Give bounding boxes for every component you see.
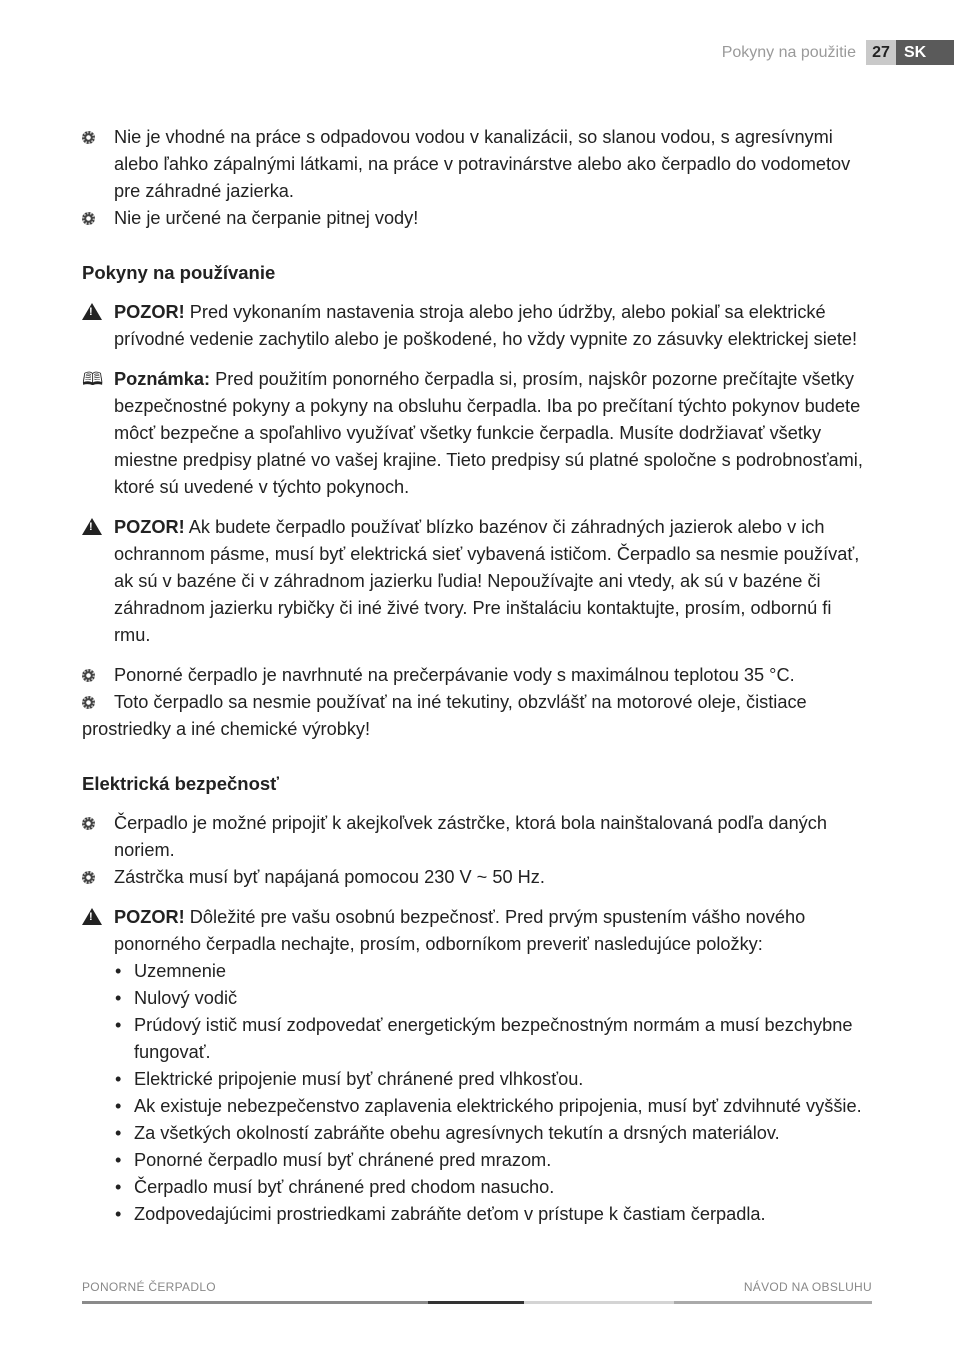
footer-rule-right — [674, 1301, 872, 1304]
checklist-item: • Za všetkých okolností zabráňte obehu agresívnych tekutín a drsných materiálov. — [115, 1123, 780, 1143]
list-item: Čerpadlo je možné pripojiť k akejkoľvek zástrčke, ktorá bola nainštalovaná podľa daných noriem. — [82, 810, 872, 864]
warning-text: Pred vykonaním nastavenia stroja alebo jeho údržby, alebo pokiaľ sa elektrické prívodné vedenie zachytilo alebo je poškodené, ho vždy vypnite zo zásuvky elektrickej siete! — [114, 302, 858, 349]
footer-product-name: PONORNÉ ČERPADLO — [82, 1280, 216, 1294]
language-tab: SK — [896, 40, 954, 65]
warning-text: Ak budete čerpadlo používať blízko bazénov či záhradných jazierok alebo v ich ochrannom pásme, musí byť elektrická sieť vybavená ističom. Čerpadlo sa nesmie používať, ak sú v bazéne či v záhradnom jazierku ľudia! Nepoužívajte ani vtedy, ak sú v bazéne či záhradnom jazierku rybičky či iné živé tvory. Pre inštaláciu kontaktujte, prosím, odbornú fi rmu. — [114, 517, 860, 645]
checklist-item: • Čerpadlo musí byť chránené pred chodom nasucho. — [115, 1177, 555, 1197]
list-item: Toto čerpadlo sa nesmie používať na iné tekutiny, obzvlášť na motorové oleje, čistiace — [82, 689, 872, 716]
warning-triangle-icon — [82, 514, 102, 543]
section-heading-usage: Pokyny na používanie — [82, 262, 276, 283]
checklist-item: • Uzemnenie — [115, 961, 226, 981]
warning-text: Dôležité pre vašu osobnú bezpečnosť. Pred prvým spustením vášho nového ponorného čerpadla nechajte, prosím, odborníkom preveriť nasledujúce položky: — [114, 907, 806, 954]
warning-label: POZOR! — [114, 517, 185, 537]
warning-label: POZOR! — [114, 907, 185, 927]
gear-bullet-icon — [82, 864, 102, 892]
note-label: Poznámka: — [114, 369, 211, 389]
warning-label: POZOR! — [114, 302, 185, 322]
warning-block — [82, 299, 872, 353]
gear-bullet-icon — [82, 662, 102, 690]
warning-triangle-icon — [82, 299, 102, 328]
gear-bullet-icon — [82, 124, 102, 152]
warning-triangle-icon — [82, 904, 102, 933]
list-item: Zástrčka musí byť napájaná pomocou 230 V ~ 50 Hz. — [82, 864, 872, 891]
note-book-icon: 🕮 — [82, 369, 104, 389]
header-section-title: Pokyny na použitie — [721, 43, 856, 61]
page-number: 27 — [866, 40, 896, 65]
footer-rule-light — [524, 1301, 674, 1304]
checklist-item: • Zodpovedajúcimi prostriedkami zabráňte deťom v prístupe k častiam čerpadla. — [115, 1204, 766, 1224]
warning-block — [82, 514, 872, 649]
footer-manual-title: NÁVOD NA OBSLUHU — [743, 1280, 872, 1294]
gear-bullet-icon — [82, 810, 102, 838]
checklist-item: • Nulový vodič — [115, 988, 238, 1008]
list-item: Nie je určené na čerpanie pitnej vody! — [82, 205, 872, 232]
note-block — [82, 366, 872, 501]
list-item: Nie je vhodné na práce s odpadovou vodou v kanalizácii, so slanou vodou, s agresívnymi alebo ľahko zápalnými látkami, na práce v potravinárstve alebo ako čerpadlo do vodometov pre záhradné jazierka. — [82, 124, 872, 205]
list-item-continuation: prostriedky a iné chemické výrobky! — [82, 719, 371, 739]
checklist-item: • Ponorné čerpadlo musí byť chránené pred mrazom. — [115, 1150, 552, 1170]
footer-rule-left — [82, 1301, 428, 1304]
gear-bullet-icon — [82, 205, 102, 233]
checklist-item: • Ak existuje nebezpečenstvo zaplavenia elektrického pripojenia, musí byť zdvihnuté vyššie. — [115, 1096, 862, 1116]
section-heading-electrical: Elektrická bezpečnosť — [82, 773, 280, 794]
checklist-item: • Elektrické pripojenie musí byť chránené pred vlhkosťou. — [115, 1069, 584, 1089]
page-header — [722, 40, 954, 65]
list-item: Ponorné čerpadlo je navrhnuté na prečerpávanie vody s maximálnou teplotou 35 °C. — [82, 662, 872, 689]
gear-bullet-icon — [82, 689, 102, 717]
footer-rule-dark — [428, 1301, 524, 1304]
warning-block — [82, 904, 872, 958]
note-text: Pred použitím ponorného čerpadla si, prosím, najskôr pozorne prečítajte všetky bezpečnostné pokyny a pokyny na obsluhu čerpadla. Iba po prečítaní týchto pokynov budete môcť bezpečne a spoľahlivo využívať všetky funkcie čerpadla. Musíte dodržiavať všetky miestne predpisy platné vo vašej krajine. Tieto predpisy sú platné spoločne s podrobnosťami, ktoré sú uvedené v týchto pokynoch. — [114, 369, 863, 497]
checklist-item: • Prúdový istič musí zodpovedať energetickým bezpečnostným normám a musí bezchybne fungovať. — [115, 1015, 853, 1062]
page-content — [82, 124, 872, 1228]
